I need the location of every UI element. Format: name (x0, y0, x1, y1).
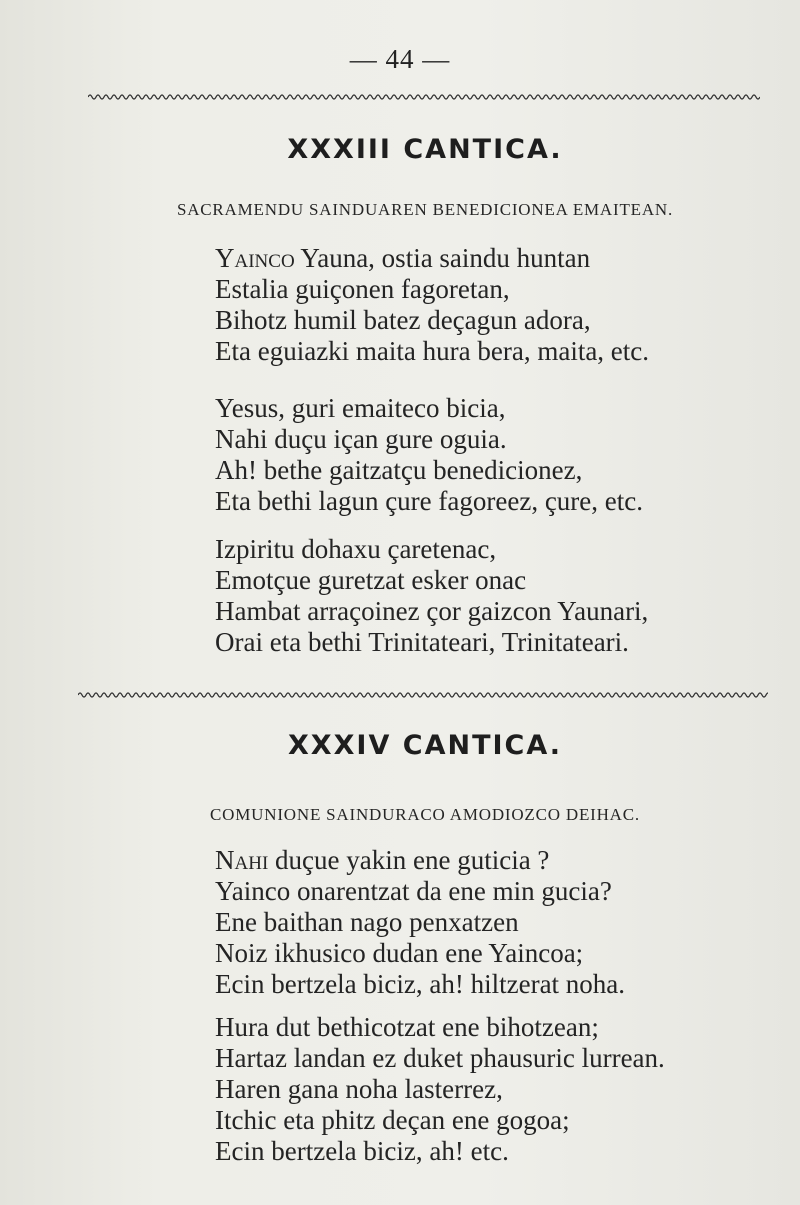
page-number: — 44 — (349, 44, 451, 74)
verse-line: Estalia guiçonen fagoretan, (215, 274, 510, 304)
wavy-divider-top (88, 92, 760, 102)
verse-line: Hura dut bethicotzat ene bihotzean; (215, 1012, 599, 1042)
verse-line: Izpiritu dohaxu çaretenac, (215, 534, 497, 564)
lead-word: Yainco (215, 243, 295, 273)
verse-line: Ecin bertzela biciz, ah! etc. (215, 1136, 509, 1166)
verse-line: Hambat arraçoinez çor gaizcon Yaunari, (215, 596, 649, 626)
section-title: XXXIV CANTICA. (287, 730, 563, 761)
verse-line: Ah! bethe gaitzatçu benedicionez, (215, 455, 583, 485)
verse-line: Noiz ikhusico dudan ene Yaincoa; (215, 938, 584, 968)
verse-line: Yainco Yauna, ostia saindu huntan (215, 243, 591, 273)
stanza (215, 534, 775, 658)
verse-line: Nahi duçu içan gure oguia. (215, 424, 507, 454)
verse-line: Eta eguiazki maita hura bera, maita, etc. (215, 336, 650, 366)
stanza (215, 393, 775, 517)
verse-line: Yainco onarentzat da ene min gucia? (215, 876, 612, 906)
lead-word: Nahi (215, 845, 269, 875)
section-subtitle: COMUNIONE SAINDURACO AMODIOZCO DEIHAC. (210, 805, 640, 824)
verse-line: Yesus, guri emaiteco bicia, (215, 393, 506, 423)
verse-line: Nahi duçue yakin ene guticia ? (215, 845, 550, 875)
verse-line: Ecin bertzela biciz, ah! hiltzerat noha. (215, 969, 626, 999)
verse-line: Emotçue guretzat esker onac (215, 565, 527, 595)
verse-line: Hartaz landan ez duket phausuric lurrean. (215, 1043, 665, 1073)
verse-line: Bihotz humil batez deçagun adora, (215, 305, 591, 335)
verse-line: Haren gana noha lasterrez, (215, 1074, 503, 1104)
wavy-rule-icon (88, 92, 760, 102)
stanza (215, 1012, 775, 1167)
verse-line: Eta bethi lagun çure fagoreez, çure, etc. (215, 486, 644, 516)
section-title: XXXIII CANTICA. (287, 134, 563, 165)
wavy-rule-icon (78, 690, 768, 700)
verse-line: Itchic eta phitz deçan ene gogoa; (215, 1105, 570, 1135)
stanza (215, 845, 775, 1000)
stanza (215, 243, 775, 367)
wavy-divider-middle (78, 690, 768, 700)
verse-line: Ene baithan nago penxatzen (215, 907, 519, 937)
section-subtitle: SACRAMENDU SAINDUAREN BENEDICIONEA EMAITEAN. (176, 200, 674, 219)
verse-line: Orai eta bethi Trinitateari, Trinitateari. (215, 627, 629, 657)
